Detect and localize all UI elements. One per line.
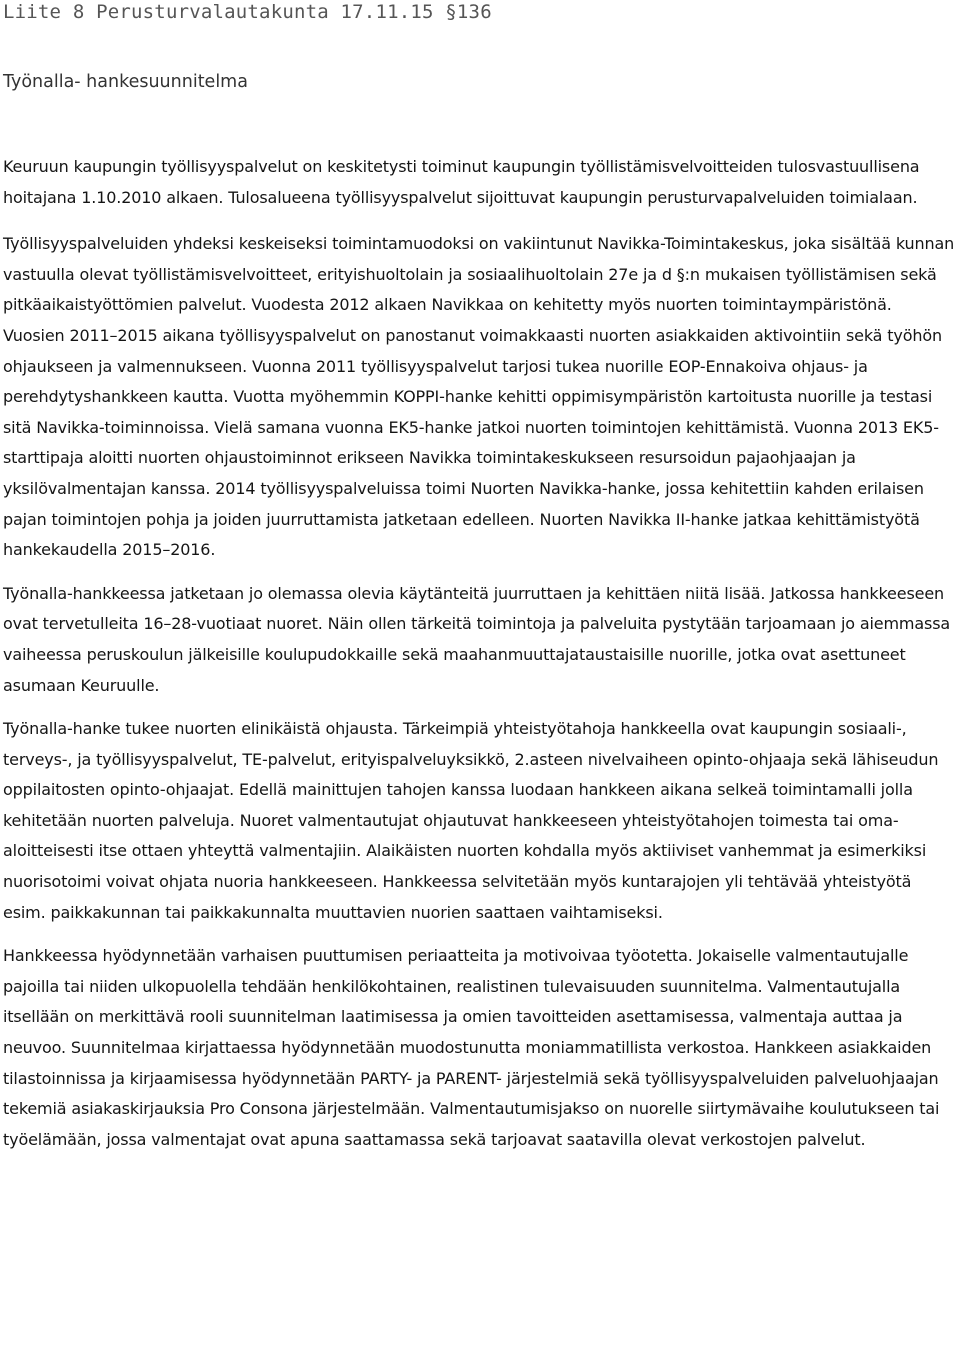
paragraph-intro: Keuruun kaupungin työllisyyspalvelut on keskitetysti toiminut kaupungin työllistämisvelvoitteiden tulosvastuullisena hoitajana 1.10.2010 alkaen. Tulosalueena työllisyyspalvelut sijoittuvat kaupungin perusturvapalveluiden toimialaan. xyxy=(3,157,920,207)
paragraph-methods: Hankkeessa hyödynnetään varhaisen puuttumisen periaatteita ja motivoivaa työotetta. Jokaiselle valmentautujalle pajoilla tai niiden ulkopuolella tehdään henkilökohtainen, realistinen tulevaisuuden suunnitelma. Valmentautujalla itsellään on merkittävä rooli suunnitelman laatimisessa ja omien tavoitteiden asettamisessa, valmentaja auttaa ja neuvoo. Suunnitelmaa kirjattaessa hyödynnetään muodostunutta moniammatillista verkostoa. Hankkeen asiakkaiden tilastoinnissa ja kirjaamisessa hyödynnetään PARTY- ja PARENT- järjestelmiä sekä työllisyyspalveluiden palveluohjaajan tekemiä asiakaskirjauksia Pro Consona järjestelmään. Valmentautumisjakso on nuorelle siirtymävaihe koulutukseen tai työelämään, jossa valmentajat ovat apuna saattamassa sekä tarjoavat saatavilla olevat verkostojen palvelut. xyxy=(3,946,940,1149)
document-header: Liite 8 Perusturvalautakunta 17.11.15 §136 xyxy=(3,1,492,23)
paragraph-cooperation: Työnalla-hanke tukee nuorten elinikäistä ohjausta. Tärkeimpiä yhteistyötahoja hankkeella ovat kaupungin sosiaali-, terveys-, ja työllisyyspalvelut, TE-palvelut, erityispalveluyksikkö, 2.asteen nivelvaiheen opinto-ohjaaja sekä lähiseudun oppilaitosten opinto-ohjaajat. Edellä mainittujen tahojen kanssa luodaan hankkeen aikana selkeä toimintamalli jolla kehitetään nuorten palveluja. Nuoret valmentautujat ohjautuvat hankkeeseen yhteistyötahojen toimesta tai oma-aloitteisesti itse ottaen yhteyttä valmentajiin. Alaikäisten nuorten kohdalla myös aktiiviset vanhemmat ja esimerkiksi nuorisotoimi voivat ohjata nuoria hankkeeseen. Hankkeessa selvitetään myös kuntarajojen yli tehtävää yhteistyötä esim. paikkakunnan tai paikkakunnalta muuttavien nuorien saattaen vaihtamiseksi. xyxy=(3,719,939,922)
paragraph-continuation: Työnalla-hankkeessa jatketaan jo olemassa olevia käytänteitä juurruttaen ja kehittäen niitä lisää. Jatkossa hankkeeseen ovat tervetulleita 16–28-vuotiaat nuoret. Näin ollen tärkeitä toimintoja ja palveluita pystytään tarjoamaan jo aiemmassa vaiheessa peruskoulun jälkeisille koulupudokkaille sekä maahanmuuttajataustaisille nuorille, jotka ovat asettuneet asumaan Keuruulle. xyxy=(3,583,951,695)
document-subtitle: Työnalla- hankesuunnitelma xyxy=(3,72,248,92)
paragraph-background: Työllisyyspalveluiden yhdeksi keskeiseksi toimintamuodoksi on vakiintunut Navikka-Toimintakeskus, joka sisältää kunnan vastuulla olevat työllistämisvelvoitteet, erityishuoltolain ja sosiaalihuoltolain 27e ja d §:n mukaisen työllistämisen sekä pitkäaikaistyöttömien palvelut. Vuodesta 2012 alkaen Navikkaa on kehitetty myös nuorten toimintaympäristönä. Vuosien 2011–2015 aikana työllisyyspalvelut on panostanut voimakkaasti nuorten asiakkaiden aktivointiin sekä työhön ohjaukseen ja valmennukseen. Vuonna 2011 työllisyyspalvelut tarjosi tukea nuorille EOP-Ennakoiva ohjaus- ja perehdytyshankkeen kautta. Vuotta myöhemmin KOPPI-hanke kehitti oppimisympäristön kartoitusta nuorille ja testasi sitä Navikka-toiminnoissa. Vielä samana vuonna EK5-hanke jatkoi nuorten toimintojen kehittämistä. Vuonna 2013 EK5-starttipaja aloitti nuorten ohjaustoiminnot erikseen Navikka toimintakeskukseen resursoidun pajaohjaajan ja yksilövalmentajan kanssa. 2014 työllisyyspalveluissa toimi Nuorten Navikka-hanke, jossa kehitettiin kahden erilaisen pajan toimintojen pohja ja joiden juurruttamista jatketaan edelleen. Nuorten Navikka II-hanke jatkaa kehittämistyötä hankekaudella 2015–2016. xyxy=(3,234,955,560)
